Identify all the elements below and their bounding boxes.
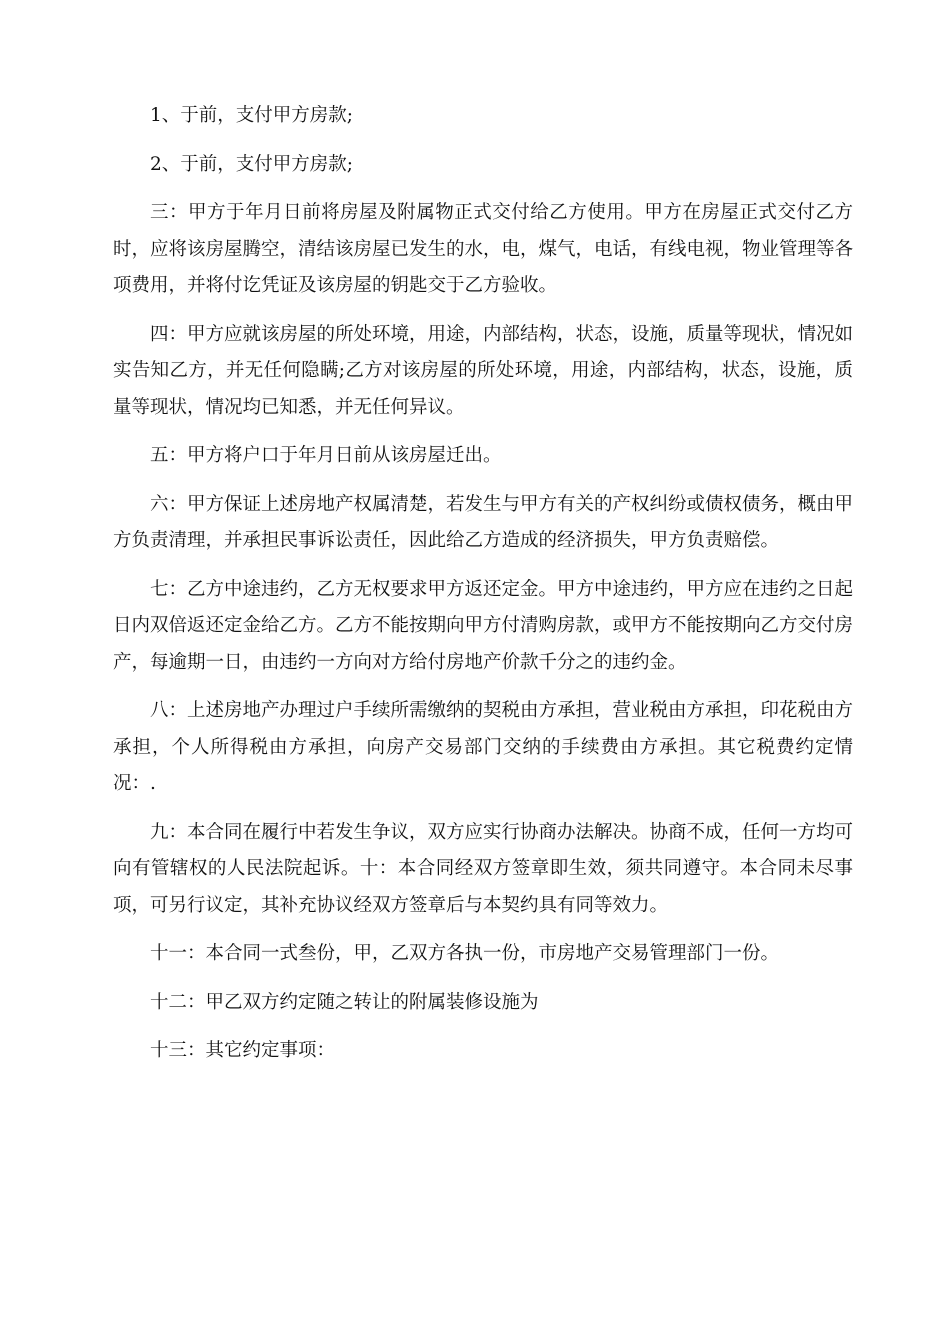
- clause-9-10-disputes-effect: 九：本合同在履行中若发生争议，双方应实行协商办法解决。协商不成，任何一方均可向有管辖权的人民法院起诉。十：本合同经双方签章即生效，须共同遵守。本合同未尽事项，可另行议定，其补充协议经双方签章后与本契约具有同等效力。: [113, 821, 854, 916]
- clause-7-breach: 七：乙方中途违约，乙方无权要求甲方返还定金。甲方中途违约，甲方应在违约之日起日内双倍返还定金给乙方。乙方不能按期向甲方付清购房款，或甲方不能按期向乙方交付房产，每逾期一日，由违约一方向对方给付房地产价款千分之的违约金。: [113, 578, 854, 673]
- document-body: [113, 98, 853, 1082]
- clause-payment-2: 2、于前，支付甲方房款;: [150, 153, 354, 175]
- clause-12-fixtures: 十二：甲乙双方约定随之转让的附属装修设施为: [150, 991, 539, 1013]
- clause-11-copies: 十一：本合同一式叁份，甲，乙双方各执一份，市房地产交易管理部门一份。: [150, 943, 780, 964]
- clause-payment-1: 1、于前，支付甲方房款;: [150, 105, 354, 126]
- clause-6-title-guarantee: 六：甲方保证上述房地产权属清楚，若发生与甲方有关的产权纠纷或债权债务，概由甲方负责清理，并承担民事诉讼责任，因此给乙方造成的经济损失，甲方负责赔偿。: [113, 493, 854, 551]
- clause-3-delivery: 三：甲方于年月日前将房屋及附属物正式交付给乙方使用。甲方在房屋正式交付乙方时，应将该房屋腾空，清结该房屋已发生的水，电，煤气，电话，有线电视，物业管理等各项费用，并将付讫凭证及该房屋的钥匙交于乙方验收。: [113, 202, 854, 296]
- clause-5-household-registration: 五：甲方将户口于年月日前从该房屋迁出。: [150, 445, 502, 466]
- clause-13-other: 十三：其它约定事项：: [150, 1040, 336, 1061]
- clause-8-taxes: 八：上述房地产办理过户手续所需缴纳的契税由方承担，营业税由方承担，印花税由方承担，个人所得税由方承担，向房产交易部门交纳的手续费由方承担。其它税费约定情况：.: [113, 700, 854, 794]
- clause-4-disclosure: 四：甲方应就该房屋的所处环境，用途，内部结构，状态，设施，质量等现状，情况如实告知乙方，并无任何隐瞒;乙方对该房屋的所处环境，用途，内部结构，状态，设施，质量等现状，情况均已知悉，并无任何异议。: [113, 323, 854, 418]
